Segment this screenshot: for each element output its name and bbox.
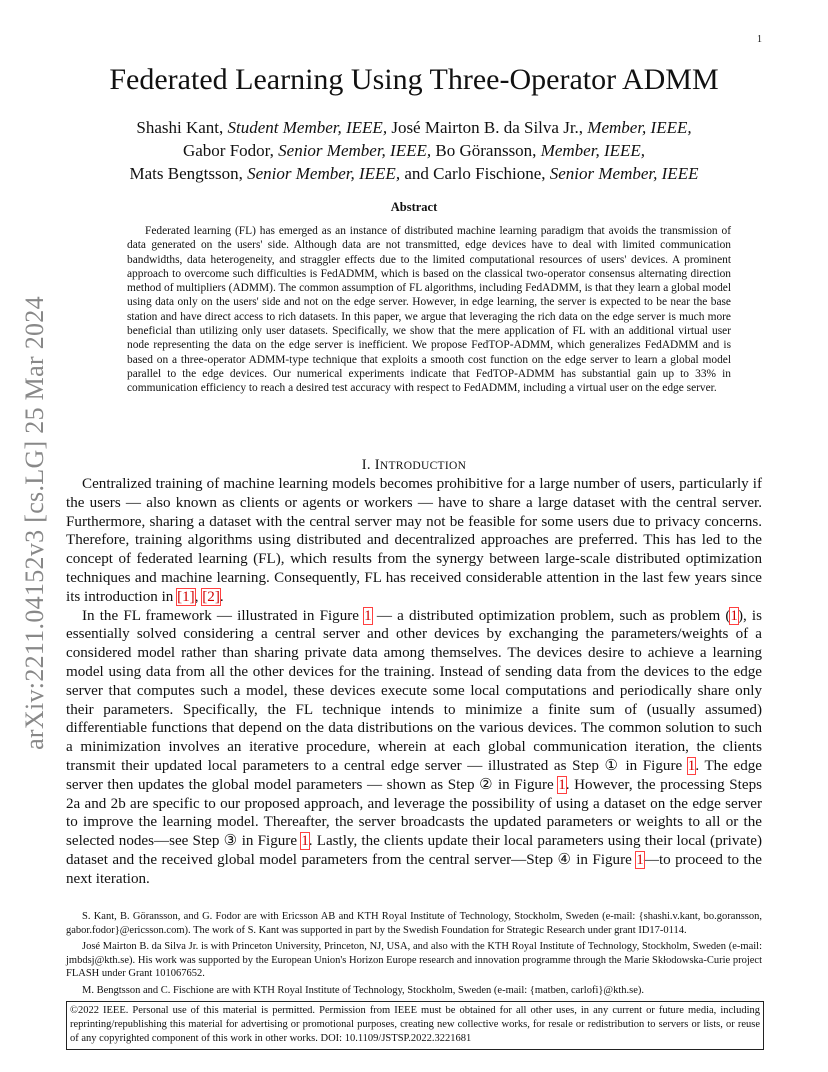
figure-link[interactable]: 1 [636,851,644,868]
page-number: 1 [757,34,762,45]
arxiv-identifier [20,285,50,760]
paragraph-text: . However, the processing Steps 2a and 2b are specific to our proposed approach, and leverage the possibility of using a dataset on the edge server to improve the learning model. Thereafter, the server broadcasts the updated parameters or weights to all or the selected nodes—see Step ③ in Figure [66,776,762,850]
author-line-1 [66,116,762,139]
paragraph [66,475,762,607]
author-line-3 [66,162,762,185]
author-name: Bo Göransson, [431,141,541,160]
paragraph-text: . The edge server then updates the global model parameters — shown as Step ② in Figure [66,757,762,793]
footnote: M. Bengtsson and C. Fischione are with KTH Royal Institute of Technology, Stockholm, Sweden (e-mail: {matben, carlofi}@kth.se). [82,984,645,996]
section-heading [66,457,762,474]
paper-title: Federated Learning Using Three-Operator ADMM [109,63,719,96]
abstract-heading: Abstract [390,200,438,214]
figure-link[interactable]: 1 [301,833,309,850]
citation-link[interactable]: [2] [202,588,220,605]
paragraph-text: , [194,588,203,605]
paragraph-text: Centralized training of machine learning models becomes prohibitive for a large number of users, particularly if the users — also known as clients or agents or workers — have to share a large dataset with the central server. Furthermore, sharing a dataset with the central server may not be feasible for some users due to privacy concerns. Therefore, training algorithms using distributed and decentralized approaches are preferred. This has led to the concept of federated learning (FL), which results from the synergy between large-scale distributed optimization techniques and machine learning. Consequently, FL has received considerable attention in the last few years since its introduction in [66,476,762,605]
copyright-notice: ©2022 IEEE. Personal use of this material is permitted. Permission from IEEE must be obtained for all other uses, in any current or future media, including reprinting/republishing this material for advertising or promotional purposes, creating new collective works, for resale or redistribution to servers or lists, or reuse of any copyrighted component of this work in other works. DOI: 10.1109/JSTSP.2022.3221681 [66,1001,764,1050]
paragraph-text: — a distributed optimization problem, such as problem ( [371,607,731,624]
paragraph [66,607,762,889]
footnote: S. Kant, B. Göransson, and G. Fodor are with Ericsson AB and KTH Royal Institute of Technology, Stockholm, Sweden (e-mail: {shashi.v.kant, bo.goransson, gabor.fodor}@ericsson.com). The work of S. Kant was supported in part by the Swedish Foundation for Strategic Research under grant ID17-0114. [66,911,762,936]
figure-link[interactable]: 1 [364,607,372,624]
author-list [66,116,762,185]
author-name: José Mairton B. da Silva Jr., [387,118,588,137]
author-name: Shashi Kant, [136,118,228,137]
citation-link[interactable]: [1] [177,588,195,605]
paragraph-text: . [219,588,224,605]
author-line-2 [66,139,762,162]
figure-link[interactable]: 1 [558,776,566,793]
author-name: Mats Bengtsson, [129,164,248,183]
author-role: Senior Member, IEEE, [278,141,432,160]
body-text [66,475,762,889]
author-role: Senior Member, IEEE [549,164,699,183]
author-role: Senior Member, IEEE, [247,164,401,183]
equation-link[interactable]: 1 [730,607,738,624]
figure-link[interactable]: 1 [687,757,696,774]
author-role: Student Member, IEEE, [227,118,388,137]
section-first-letter: I [374,457,380,473]
author-role: Member, IEEE, [587,118,692,137]
footnote: José Mairton B. da Silva Jr. is with Princeton University, Princeton, NJ, USA, and also with the KTH Royal Institute of Technology, Stockholm, Sweden (e-mail: jmbdsj@kth.se). His work was supported by the European Union's Horizon Europe research and innovation programme through the Marie Skłodowska-Curie project FLASH under Grant 101067652. [66,941,762,980]
arxiv-identifier-text: arXiv:2211.04152v3 [cs.LG] 25 Mar 2024 [20,295,49,750]
section-title-rest: NTRODUCTION [379,460,467,472]
section-numeral: I. [361,457,375,473]
paragraph-text: In the FL framework — illustrated in Figure [82,607,365,624]
paragraph-text: ), is essentially solved considering a central server and other devices by exchanging the parameters/weights of a considered model rather than sharing private data among themselves. The devices desire to achieve a learning model using data from all the other devices for the training. Instead of sending data from the devices to the edge server that computes such a model, these devices execute some local computations and periodically share only their parameters. Specifically, the FL technique intends to minimize a finite sum of (usually assumed) differentiable functions that depend on the data distributions on the various devices. The common solution to such a minimization involves an iterative procedure, wherein at each global communication iteration, the clients transmit their updated local parameters to a central edge server — illustrated as Step ① in Figure [66,607,762,774]
abstract-text: Federated learning (FL) has emerged as an instance of distributed machine learning paradigm that avoids the transmission of data generated on the users' side. Although data are not transmitted, edge devices have to deal with limited communication bandwidths, data heterogeneity, and straggler effects due to the limited computational resources of users' devices. A prominent approach to overcome such difficulties is FedADMM, which is based on the classical two-operator consensus alternating direction method of multipliers (ADMM). The common assumption of FL algorithms, including FedADMM, is that they learn a global model using data only on the users' side and not on the edge server. However, in edge learning, the server is expected to be near the base station and have direct access to rich datasets. In this paper, we argue that leveraging the rich data on the edge server is much more beneficial than utilizing only user datasets. Specifically, we show that the mere application of FL with an additional virtual user node representing the data on the edge server is inefficient. We propose FedTOP-ADMM, which generalizes FedADMM and is based on a three-operator ADMM-type technique that exploits a smooth cost function on the edge server to learn a global model parallel to the edge devices. Our numerical experiments indicate that FedTOP-ADMM has substantial gain up to 33% in communication efficiency to reach a desired test accuracy with respect to FedADMM, including a virtual user on the edge server. [127,225,731,395]
author-name: and Carlo Fischione, [400,164,550,183]
author-name: Gabor Fodor, [182,141,279,160]
paragraph-text: —to proceed to the next iteration. [66,851,762,887]
author-role: Member, IEEE, [540,141,646,160]
paragraph-text: . Lastly, the clients update their local parameters using their local (private) dataset and the received global model parameters from the central server—Step ④ in Figure [66,833,763,868]
footnotes [66,910,762,1001]
